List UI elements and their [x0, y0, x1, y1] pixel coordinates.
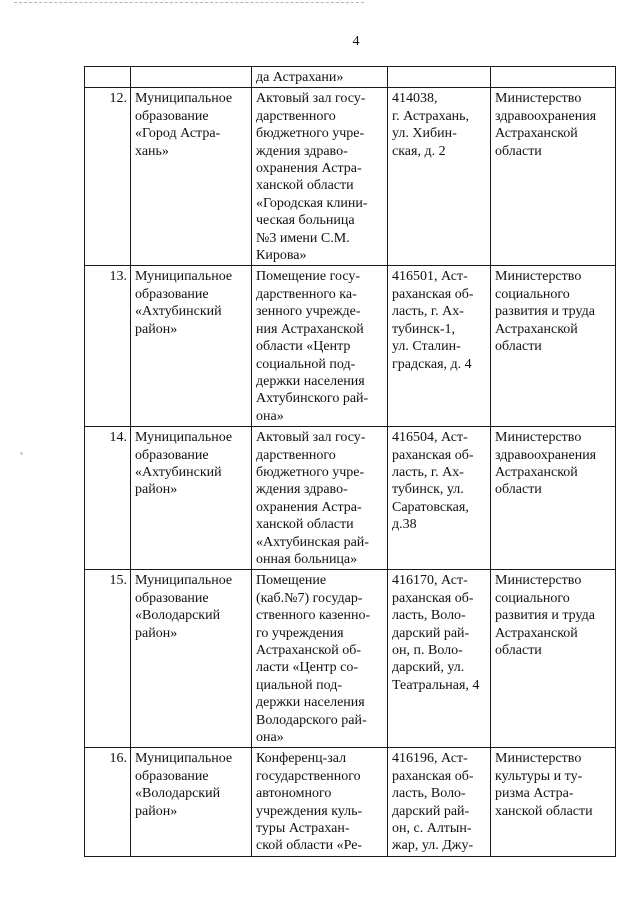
cell-line: образование: [135, 108, 209, 124]
cell-line: «Городская клини-: [256, 195, 368, 211]
cell-line: держки населения: [256, 373, 365, 389]
cell-line: дарский рай-: [392, 625, 470, 641]
cell-line: №3 имени С.М.: [256, 230, 350, 246]
cell-line: области «Центр: [256, 339, 351, 355]
cell-line: Астраханской: [495, 625, 578, 641]
cell-line: район»: [135, 482, 178, 498]
cell-line: туры Астрахан-: [256, 821, 350, 837]
municipality-cell: [131, 88, 252, 266]
cell-line: Актовый зал госу-: [256, 91, 366, 107]
venue-cell: [252, 427, 388, 570]
cell-line: здравоохранения: [495, 108, 597, 124]
cell-line: д.38: [392, 517, 417, 533]
cell-line: ская, д. 2: [392, 143, 446, 159]
table-row: [85, 88, 616, 266]
cell-line: ственного казенно-: [256, 608, 371, 624]
cell-line: Театральная, 4: [392, 677, 480, 693]
cell-line: культуры и ту-: [495, 768, 583, 784]
address-cell: [388, 427, 491, 570]
cell-line: государственного: [256, 768, 361, 784]
cell-line: области: [495, 143, 542, 159]
cell-line: ласть, г. Ах-: [392, 464, 464, 480]
municipality-cell: [131, 748, 252, 856]
cell-line: (каб.№7) государ-: [256, 590, 363, 606]
cell-line: ждения здраво-: [256, 482, 348, 498]
cell-line: «Ахтубинский: [135, 304, 222, 320]
cell-line: ждения здраво-: [256, 143, 348, 159]
cell-line: Астраханской: [495, 126, 578, 142]
row-number-cell: [85, 67, 131, 88]
cell-line: Министерство: [495, 269, 582, 285]
cell-line: дарственного ка-: [256, 286, 357, 302]
address-cell: [388, 266, 491, 427]
cell-line: области: [495, 482, 542, 498]
cell-line: район»: [135, 625, 178, 641]
cell-line: Муниципальное: [135, 573, 233, 589]
municipality-cell: [131, 570, 252, 748]
cell-line: жар, ул. Джу-: [392, 838, 474, 854]
ministry-cell: [491, 266, 616, 427]
cell-line: ул. Сталин-: [392, 339, 461, 355]
cell-line: «Ахтубинский: [135, 464, 222, 480]
cell-line: 416170, Аст-: [392, 573, 468, 589]
cell-line: г. Астрахань,: [392, 108, 470, 124]
table-row: [85, 748, 616, 856]
cell-line: раханская об-: [392, 447, 474, 463]
cell-line: Муниципальное: [135, 269, 233, 285]
venue-cell: [252, 67, 388, 88]
cell-line: раханская об-: [392, 286, 474, 302]
row-number-cell: 14.: [85, 427, 131, 570]
cell-line: Ахтубинского рай-: [256, 391, 369, 407]
cell-line: образование: [135, 590, 209, 606]
cell-line: Кирова»: [256, 248, 307, 264]
cell-line: Министерство: [495, 430, 582, 446]
cell-line: Муниципальное: [135, 430, 233, 446]
cell-line: Помещение: [256, 573, 327, 589]
cell-line: Муниципальное: [135, 751, 233, 767]
cell-line: ческая больница: [256, 213, 355, 229]
municipality-cell: [131, 67, 252, 88]
cell-line: 416196, Аст-: [392, 751, 468, 767]
address-cell: [388, 570, 491, 748]
cell-line: го учреждения: [256, 625, 344, 641]
cell-line: держки населения: [256, 695, 365, 711]
cell-line: он, с. Алтын-: [392, 821, 472, 837]
cell-line: охранения Астра-: [256, 499, 362, 515]
cell-line: развития и труда: [495, 304, 595, 320]
cell-line: Астраханской: [495, 321, 578, 337]
ministry-cell: [491, 67, 616, 88]
cell-line: образование: [135, 447, 209, 463]
cell-line: ханской области: [256, 178, 354, 194]
cell-line: дарский, ул.: [392, 660, 465, 676]
venue-cell: [252, 570, 388, 748]
cell-line: охранения Астра-: [256, 161, 362, 177]
cell-line: Помещение госу-: [256, 269, 361, 285]
venues-table: [84, 66, 616, 857]
row-number-cell: 16.: [85, 748, 131, 856]
page-number: 4: [352, 34, 360, 49]
cell-line: развития и труда: [495, 608, 595, 624]
continuation-row: [85, 67, 616, 88]
cell-line: области: [495, 643, 542, 658]
table-row: [85, 266, 616, 427]
cell-line: ханской области: [256, 517, 354, 533]
cell-line: 416501, Аст-: [392, 269, 468, 285]
cell-line: Астраханской: [495, 464, 578, 480]
cell-line: хань»: [135, 143, 169, 159]
cell-line: дарский рай-: [392, 803, 470, 819]
cell-line: автономного: [256, 786, 332, 802]
cell-line: дарственного: [256, 108, 336, 124]
cell-line: раханская об-: [392, 768, 474, 784]
row-number-cell: 12.: [85, 88, 131, 266]
cell-line: тубинск-1,: [392, 321, 456, 337]
ministry-cell: [491, 570, 616, 748]
scan-edge-line: [14, 2, 364, 3]
cell-line: социального: [495, 590, 570, 606]
cell-line: градская, д. 4: [392, 356, 472, 372]
cell-line: ласти «Центр со-: [256, 660, 359, 676]
cell-line: социальной под-: [256, 356, 356, 372]
cell-line: она»: [256, 730, 284, 746]
cell-line: ул. Хибин-: [392, 126, 457, 142]
cell-line: ласть, Воло-: [392, 608, 466, 624]
cell-line: учреждения куль-: [256, 803, 363, 819]
cell-line: онная больница»: [256, 551, 358, 567]
venue-cell: [252, 748, 388, 856]
cell-line: ской области «Ре-: [256, 838, 363, 854]
cell-line: она»: [256, 408, 284, 424]
municipality-cell: [131, 266, 252, 427]
cell-line: «Ахтубинская рай-: [256, 534, 369, 550]
cell-line: бюджетного учре-: [256, 464, 365, 480]
cell-line: он, п. Воло-: [392, 643, 463, 658]
cell-line: «Володарский: [135, 786, 221, 802]
cell-line: Министерство: [495, 573, 582, 589]
cell-line: социального: [495, 286, 570, 302]
cell-line: Астраханской об-: [256, 643, 362, 658]
cell-line: Саратовская,: [392, 499, 469, 515]
cell-line: тубинск, ул.: [392, 482, 464, 498]
cell-line: 416504, Аст-: [392, 430, 468, 446]
cell-line: ласть, Воло-: [392, 786, 466, 802]
cell-line: «Володарский: [135, 608, 221, 624]
ministry-cell: [491, 88, 616, 266]
cell-line: бюджетного учре-: [256, 126, 365, 142]
cell-line: ризма Астра-: [495, 786, 574, 802]
municipality-cell: [131, 427, 252, 570]
address-cell: [388, 88, 491, 266]
cell-line: Муниципальное: [135, 91, 233, 107]
cell-line: 414038,: [392, 91, 438, 107]
cell-line: Актовый зал госу-: [256, 430, 366, 446]
cell-line: образование: [135, 768, 209, 784]
ministry-cell: [491, 748, 616, 856]
cell-line: ласть, г. Ах-: [392, 304, 464, 320]
cell-line: Министерство: [495, 91, 582, 107]
cell-line: ния Астраханской: [256, 321, 364, 337]
cell-line: области: [495, 339, 542, 355]
ministry-cell: [491, 427, 616, 570]
cell-line: образование: [135, 286, 209, 302]
cell-line: Конференц-зал: [256, 751, 347, 767]
cell-line: да Астрахани»: [256, 70, 344, 85]
cell-line: циальной под-: [256, 677, 343, 693]
cell-line: дарственного: [256, 447, 336, 463]
venue-cell: [252, 266, 388, 427]
cell-line: ханской области: [495, 803, 593, 819]
row-number-cell: 15.: [85, 570, 131, 748]
scan-speck: [20, 452, 23, 455]
table-row: [85, 570, 616, 748]
cell-line: зенного учрежде-: [256, 304, 361, 320]
cell-line: Володарского рай-: [256, 712, 367, 728]
address-cell: [388, 67, 491, 88]
address-cell: [388, 748, 491, 856]
cell-line: раханская об-: [392, 590, 474, 606]
cell-line: здравоохранения: [495, 447, 597, 463]
cell-line: Министерство: [495, 751, 582, 767]
cell-line: «Город Астра-: [135, 126, 221, 142]
row-number-cell: 13.: [85, 266, 131, 427]
venue-cell: [252, 88, 388, 266]
cell-line: район»: [135, 803, 178, 819]
cell-line: район»: [135, 321, 178, 337]
table-row: [85, 427, 616, 570]
